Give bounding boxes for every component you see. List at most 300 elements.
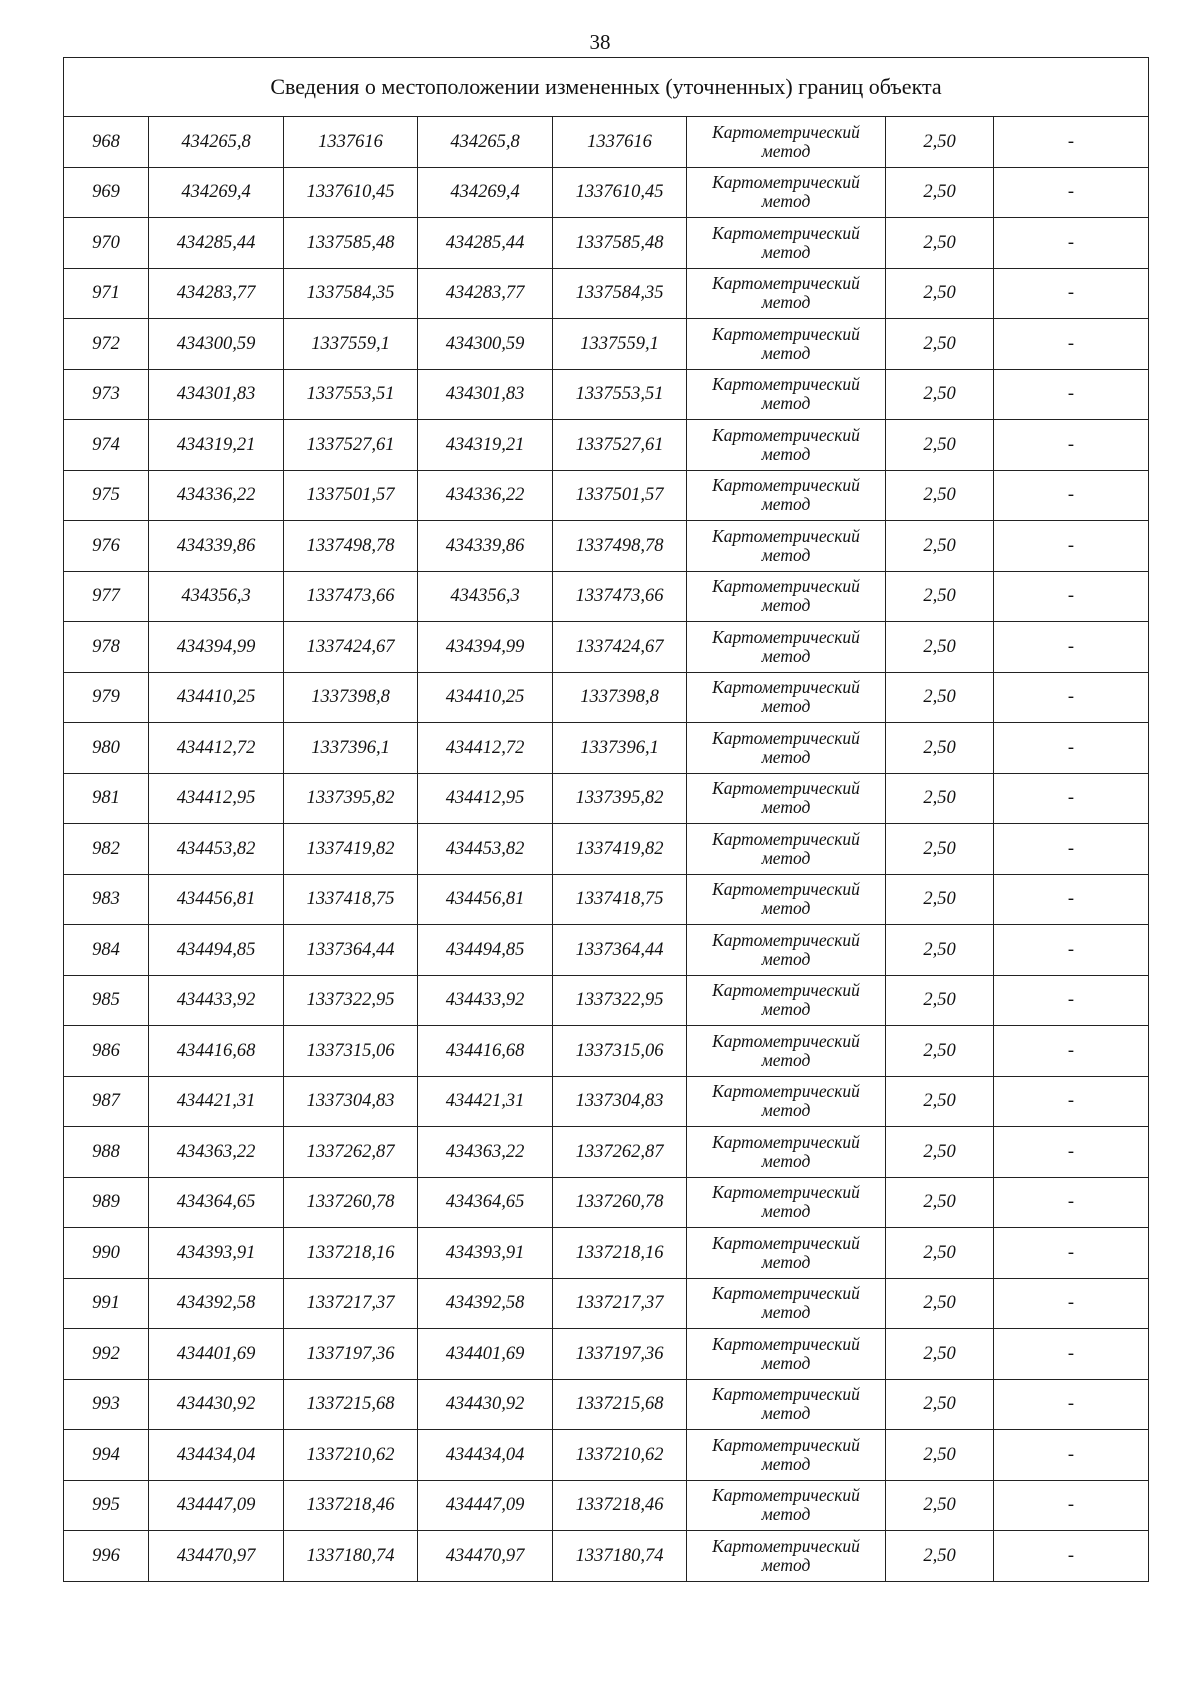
method-cell [687,420,886,471]
method-line-2: метод [761,999,811,1020]
method-line-2: метод [761,645,811,666]
description-cell: - [994,319,1149,370]
table-row [64,1480,1149,1531]
accuracy-cell: 2,50 [886,571,994,622]
table-row [64,521,1149,572]
x-refined-cell: 434393,91 [418,1228,553,1279]
method-cell [687,1127,886,1178]
y-refined-cell: 1337585,48 [553,218,687,269]
method-line-1: Картометрический [712,1434,860,1455]
accuracy-cell: 2,50 [886,1329,994,1380]
description-cell: - [994,925,1149,976]
y-refined-cell: 1337527,61 [553,420,687,471]
y-refined-cell: 1337616 [553,117,687,168]
point-number-cell: 986 [64,1026,149,1077]
method-line-2: метод [761,342,811,363]
accuracy-cell: 2,50 [886,622,994,673]
x-existing-cell: 434364,65 [149,1177,284,1228]
method-line-1: Картометрический [712,1030,860,1051]
y-refined-cell: 1337197,36 [553,1329,687,1380]
method-line-1: Картометрический [712,1535,860,1556]
x-refined-cell: 434363,22 [418,1127,553,1178]
method-line-2: метод [761,544,811,565]
x-refined-cell: 434283,77 [418,268,553,319]
method-line-2: метод [761,1150,811,1171]
accuracy-cell: 2,50 [886,1177,994,1228]
method-cell [687,167,886,218]
accuracy-cell: 2,50 [886,218,994,269]
table-row [64,925,1149,976]
y-existing-cell: 1337260,78 [284,1177,418,1228]
method-cell [687,117,886,168]
accuracy-cell: 2,50 [886,319,994,370]
y-existing-cell: 1337473,66 [284,571,418,622]
method-line-1: Картометрический [712,980,860,1001]
y-existing-cell: 1337315,06 [284,1026,418,1077]
point-number-cell: 969 [64,167,149,218]
table-row [64,470,1149,521]
x-refined-cell: 434356,3 [418,571,553,622]
x-refined-cell: 434265,8 [418,117,553,168]
y-refined-cell: 1337501,57 [553,470,687,521]
y-refined-cell: 1337418,75 [553,874,687,925]
x-existing-cell: 434363,22 [149,1127,284,1178]
y-existing-cell: 1337610,45 [284,167,418,218]
x-existing-cell: 434410,25 [149,672,284,723]
table-row [64,167,1149,218]
description-cell: - [994,1379,1149,1430]
y-existing-cell: 1337527,61 [284,420,418,471]
x-refined-cell: 434392,58 [418,1278,553,1329]
y-refined-cell: 1337396,1 [553,723,687,774]
description-cell: - [994,824,1149,875]
accuracy-cell: 2,50 [886,369,994,420]
x-existing-cell: 434430,92 [149,1379,284,1430]
method-line-2: метод [761,1100,811,1121]
method-line-1: Картометрический [712,1131,860,1152]
description-cell: - [994,167,1149,218]
accuracy-cell: 2,50 [886,1531,994,1582]
method-cell [687,824,886,875]
x-existing-cell: 434433,92 [149,975,284,1026]
method-cell [687,975,886,1026]
x-refined-cell: 434453,82 [418,824,553,875]
point-number-cell: 996 [64,1531,149,1582]
x-refined-cell: 434456,81 [418,874,553,925]
point-number-cell: 975 [64,470,149,521]
table-row [64,1228,1149,1279]
x-refined-cell: 434364,65 [418,1177,553,1228]
method-cell [687,1076,886,1127]
method-cell [687,1026,886,1077]
boundary-coordinates-table [63,57,1149,1582]
method-line-2: метод [761,898,811,919]
y-existing-cell: 1337396,1 [284,723,418,774]
description-cell: - [994,1076,1149,1127]
x-refined-cell: 434416,68 [418,1026,553,1077]
method-line-1: Картометрический [712,121,860,142]
y-existing-cell: 1337501,57 [284,470,418,521]
accuracy-cell: 2,50 [886,1026,994,1077]
y-refined-cell: 1337364,44 [553,925,687,976]
method-line-1: Картометрический [712,1384,860,1405]
x-existing-cell: 434421,31 [149,1076,284,1127]
table-row [64,874,1149,925]
table-row [64,622,1149,673]
method-line-1: Картометрический [712,1182,860,1203]
x-existing-cell: 434283,77 [149,268,284,319]
accuracy-cell: 2,50 [886,1379,994,1430]
table-row [64,975,1149,1026]
point-number-cell: 984 [64,925,149,976]
y-existing-cell: 1337218,16 [284,1228,418,1279]
point-number-cell: 992 [64,1329,149,1380]
description-cell: - [994,622,1149,673]
x-refined-cell: 434269,4 [418,167,553,218]
accuracy-cell: 2,50 [886,167,994,218]
method-line-2: метод [761,1504,811,1525]
table-row [64,1127,1149,1178]
y-existing-cell: 1337398,8 [284,672,418,723]
x-existing-cell: 434401,69 [149,1329,284,1380]
x-existing-cell: 434470,97 [149,1531,284,1582]
method-cell [687,723,886,774]
method-cell [687,268,886,319]
point-number-cell: 976 [64,521,149,572]
method-line-2: метод [761,1352,811,1373]
y-refined-cell: 1337395,82 [553,773,687,824]
table-row [64,672,1149,723]
method-line-2: метод [761,1251,811,1272]
method-line-1: Картометрический [712,879,860,900]
x-refined-cell: 434300,59 [418,319,553,370]
accuracy-cell: 2,50 [886,1127,994,1178]
table-row [64,571,1149,622]
y-existing-cell: 1337419,82 [284,824,418,875]
description-cell: - [994,470,1149,521]
method-line-2: метод [761,797,811,818]
point-number-cell: 982 [64,824,149,875]
method-cell [687,1177,886,1228]
x-existing-cell: 434456,81 [149,874,284,925]
x-refined-cell: 434285,44 [418,218,553,269]
method-cell [687,1480,886,1531]
method-line-2: метод [761,443,811,464]
accuracy-cell: 2,50 [886,824,994,875]
x-refined-cell: 434410,25 [418,672,553,723]
y-refined-cell: 1337419,82 [553,824,687,875]
point-number-cell: 991 [64,1278,149,1329]
description-cell: - [994,1127,1149,1178]
point-number-cell: 977 [64,571,149,622]
method-line-1: Картометрический [712,1232,860,1253]
method-line-1: Картометрический [712,1081,860,1102]
y-refined-cell: 1337315,06 [553,1026,687,1077]
method-cell [687,319,886,370]
table-row [64,1177,1149,1228]
y-refined-cell: 1337424,67 [553,622,687,673]
accuracy-cell: 2,50 [886,874,994,925]
description-cell: - [994,218,1149,269]
accuracy-cell: 2,50 [886,117,994,168]
y-refined-cell: 1337215,68 [553,1379,687,1430]
y-refined-cell: 1337559,1 [553,319,687,370]
point-number-cell: 979 [64,672,149,723]
y-refined-cell: 1337322,95 [553,975,687,1026]
method-line-1: Картометрический [712,172,860,193]
point-number-cell: 978 [64,622,149,673]
accuracy-cell: 2,50 [886,1076,994,1127]
y-existing-cell: 1337215,68 [284,1379,418,1430]
y-refined-cell: 1337553,51 [553,369,687,420]
method-line-2: метод [761,1403,811,1424]
y-existing-cell: 1337395,82 [284,773,418,824]
method-line-2: метод [761,241,811,262]
x-existing-cell: 434319,21 [149,420,284,471]
y-existing-cell: 1337322,95 [284,975,418,1026]
y-refined-cell: 1337217,37 [553,1278,687,1329]
accuracy-cell: 2,50 [886,268,994,319]
description-cell: - [994,571,1149,622]
point-number-cell: 990 [64,1228,149,1279]
point-number-cell: 970 [64,218,149,269]
point-number-cell: 994 [64,1430,149,1481]
x-existing-cell: 434356,3 [149,571,284,622]
method-line-1: Картометрический [712,778,860,799]
method-line-2: метод [761,948,811,969]
accuracy-cell: 2,50 [886,1480,994,1531]
x-existing-cell: 434392,58 [149,1278,284,1329]
method-line-2: метод [761,393,811,414]
accuracy-cell: 2,50 [886,420,994,471]
table-caption: Сведения о местоположении измененных (уточненных) границ объекта [64,58,1149,117]
y-existing-cell: 1337262,87 [284,1127,418,1178]
y-existing-cell: 1337585,48 [284,218,418,269]
method-cell [687,874,886,925]
description-cell: - [994,723,1149,774]
method-cell [687,521,886,572]
x-existing-cell: 434447,09 [149,1480,284,1531]
x-existing-cell: 434269,4 [149,167,284,218]
x-refined-cell: 434339,86 [418,521,553,572]
y-refined-cell: 1337398,8 [553,672,687,723]
method-cell [687,1278,886,1329]
point-number-cell: 987 [64,1076,149,1127]
x-refined-cell: 434470,97 [418,1531,553,1582]
method-line-2: метод [761,1201,811,1222]
method-cell [687,218,886,269]
method-line-2: метод [761,494,811,515]
x-existing-cell: 434412,72 [149,723,284,774]
y-existing-cell: 1337218,46 [284,1480,418,1531]
y-existing-cell: 1337210,62 [284,1430,418,1481]
y-existing-cell: 1337418,75 [284,874,418,925]
method-cell [687,672,886,723]
method-cell [687,1430,886,1481]
y-existing-cell: 1337559,1 [284,319,418,370]
y-existing-cell: 1337197,36 [284,1329,418,1380]
table-row [64,1026,1149,1077]
method-line-1: Картометрический [712,929,860,950]
description-cell: - [994,1278,1149,1329]
method-line-1: Картометрический [712,525,860,546]
description-cell: - [994,773,1149,824]
table-caption-row [64,58,1149,117]
method-line-2: метод [761,292,811,313]
method-line-1: Картометрический [712,424,860,445]
description-cell: - [994,1228,1149,1279]
method-line-1: Картометрический [712,1333,860,1354]
method-line-1: Картометрический [712,727,860,748]
y-existing-cell: 1337616 [284,117,418,168]
y-existing-cell: 1337304,83 [284,1076,418,1127]
method-line-1: Картометрический [712,1485,860,1506]
x-existing-cell: 434393,91 [149,1228,284,1279]
x-refined-cell: 434319,21 [418,420,553,471]
method-line-1: Картометрический [712,374,860,395]
point-number-cell: 989 [64,1177,149,1228]
y-existing-cell: 1337424,67 [284,622,418,673]
x-refined-cell: 434412,72 [418,723,553,774]
table-row [64,1329,1149,1380]
accuracy-cell: 2,50 [886,1430,994,1481]
y-refined-cell: 1337304,83 [553,1076,687,1127]
accuracy-cell: 2,50 [886,925,994,976]
table-row [64,1430,1149,1481]
point-number-cell: 988 [64,1127,149,1178]
x-refined-cell: 434301,83 [418,369,553,420]
point-number-cell: 974 [64,420,149,471]
x-existing-cell: 434336,22 [149,470,284,521]
accuracy-cell: 2,50 [886,521,994,572]
description-cell: - [994,1531,1149,1582]
point-number-cell: 971 [64,268,149,319]
y-existing-cell: 1337364,44 [284,925,418,976]
point-number-cell: 972 [64,319,149,370]
description-cell: - [994,1177,1149,1228]
y-refined-cell: 1337262,87 [553,1127,687,1178]
method-line-1: Картометрический [712,222,860,243]
method-line-1: Картометрический [712,323,860,344]
table-row [64,420,1149,471]
description-cell: - [994,1430,1149,1481]
x-refined-cell: 434494,85 [418,925,553,976]
x-refined-cell: 434433,92 [418,975,553,1026]
point-number-cell: 985 [64,975,149,1026]
point-number-cell: 973 [64,369,149,420]
table-row [64,369,1149,420]
accuracy-cell: 2,50 [886,1228,994,1279]
x-existing-cell: 434494,85 [149,925,284,976]
page-number: 38 [589,30,611,54]
accuracy-cell: 2,50 [886,723,994,774]
description-cell: - [994,975,1149,1026]
description-cell: - [994,268,1149,319]
method-line-2: метод [761,696,811,717]
table-row [64,1278,1149,1329]
point-number-cell: 993 [64,1379,149,1430]
accuracy-cell: 2,50 [886,773,994,824]
table-row [64,268,1149,319]
y-refined-cell: 1337610,45 [553,167,687,218]
method-cell [687,470,886,521]
y-refined-cell: 1337218,46 [553,1480,687,1531]
method-line-2: метод [761,1453,811,1474]
method-line-1: Картометрический [712,677,860,698]
x-existing-cell: 434453,82 [149,824,284,875]
table-row [64,773,1149,824]
method-line-2: метод [761,191,811,212]
point-number-cell: 980 [64,723,149,774]
y-existing-cell: 1337498,78 [284,521,418,572]
method-line-1: Картометрический [712,626,860,647]
table-row [64,1076,1149,1127]
method-line-2: метод [761,746,811,767]
x-existing-cell: 434285,44 [149,218,284,269]
y-existing-cell: 1337217,37 [284,1278,418,1329]
y-refined-cell: 1337498,78 [553,521,687,572]
y-refined-cell: 1337218,16 [553,1228,687,1279]
description-cell: - [994,874,1149,925]
method-line-2: метод [761,595,811,616]
y-existing-cell: 1337584,35 [284,268,418,319]
point-number-cell: 995 [64,1480,149,1531]
point-number-cell: 981 [64,773,149,824]
x-refined-cell: 434394,99 [418,622,553,673]
method-line-1: Картометрический [712,828,860,849]
x-existing-cell: 434412,95 [149,773,284,824]
y-refined-cell: 1337473,66 [553,571,687,622]
table-row [64,319,1149,370]
y-refined-cell: 1337180,74 [553,1531,687,1582]
description-cell: - [994,1026,1149,1077]
y-existing-cell: 1337553,51 [284,369,418,420]
table-row [64,723,1149,774]
description-cell: - [994,369,1149,420]
x-existing-cell: 434301,83 [149,369,284,420]
method-cell [687,369,886,420]
method-line-2: метод [761,1049,811,1070]
description-cell: - [994,1480,1149,1531]
table-row [64,218,1149,269]
point-number-cell: 983 [64,874,149,925]
method-cell [687,1531,886,1582]
x-existing-cell: 434394,99 [149,622,284,673]
accuracy-cell: 2,50 [886,1278,994,1329]
y-existing-cell: 1337180,74 [284,1531,418,1582]
x-refined-cell: 434412,95 [418,773,553,824]
y-refined-cell: 1337584,35 [553,268,687,319]
table-row [64,117,1149,168]
method-line-2: метод [761,847,811,868]
x-existing-cell: 434416,68 [149,1026,284,1077]
x-refined-cell: 434430,92 [418,1379,553,1430]
point-number-cell: 968 [64,117,149,168]
method-line-1: Картометрический [712,576,860,597]
method-line-2: метод [761,1554,811,1575]
x-refined-cell: 434401,69 [418,1329,553,1380]
method-cell [687,925,886,976]
description-cell: - [994,521,1149,572]
x-refined-cell: 434421,31 [418,1076,553,1127]
method-cell [687,622,886,673]
method-line-1: Картометрический [712,475,860,496]
y-refined-cell: 1337260,78 [553,1177,687,1228]
method-line-1: Картометрический [712,273,860,294]
x-existing-cell: 434265,8 [149,117,284,168]
x-existing-cell: 434300,59 [149,319,284,370]
accuracy-cell: 2,50 [886,975,994,1026]
